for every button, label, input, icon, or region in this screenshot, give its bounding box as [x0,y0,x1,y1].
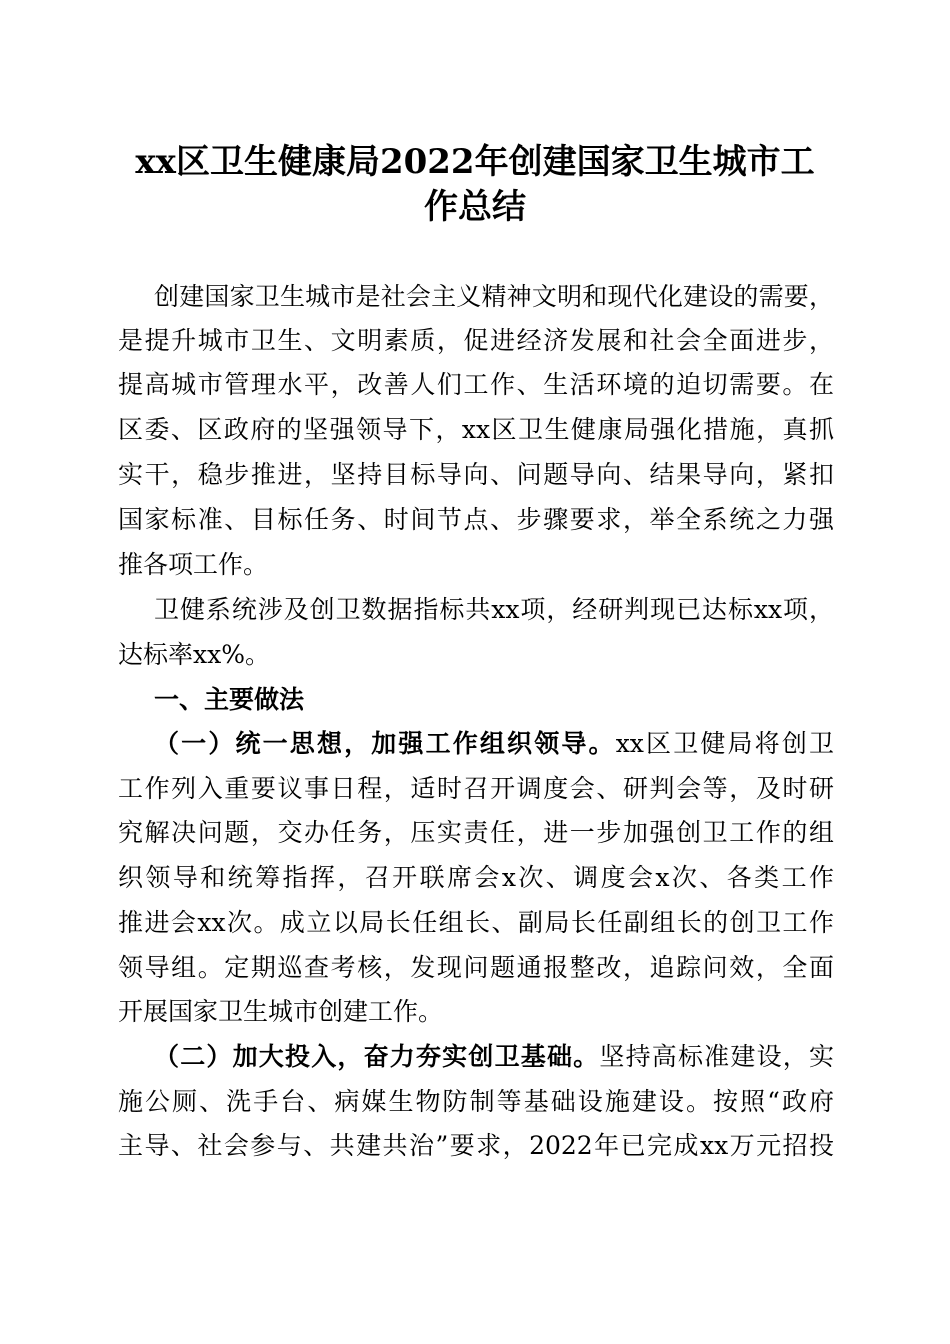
item2-first-line [154,1042,834,1072]
item1-line: 推进会xx次。成立以局长任组长、副局长任副组长的创卫工作 [118,908,834,937]
item1-line: 工作列入重要议事日程，适时召开调度会、研判会等，及时研 [118,774,834,803]
intro-line: 是提升城市卫生、文明素质，促进经济发展和社会全面进步， [118,326,834,355]
section-heading: 一、主要做法 [154,685,305,714]
item2-line: 主导、社会参与、共建共治”要求，2022年已完成xx万元招投 [118,1131,834,1160]
item2-first-rest: 坚持高标准建设，实 [599,1042,834,1071]
intro-line: 实干，稳步推进，坚持目标导向、问题导向、结果导向，紧扣 [118,460,834,489]
intro-line: 提高城市管理水平，改善人们工作、生活环境的迫切需要。在 [118,370,834,399]
intro-line: 区委、区政府的坚强领导下，xx区卫生健康局强化措施，真抓 [118,415,834,444]
item1-line: 领导组。定期巡查考核，发现问题通报整改，追踪问效，全面 [118,953,834,982]
item1-line: 织领导和统筹指挥，召开联席会x次、调度会x次、各类工作 [118,863,834,892]
item1-lead: （一）统一思想，加强工作组织领导。 [154,729,616,758]
stats-line: 达标率xx%。 [118,640,270,669]
intro-line: 国家标准、目标任务、时间节点、步骤要求，举全系统之力强 [118,505,834,534]
item1-first-line [154,729,834,759]
item1-first-rest: xx区卫健局将创卫 [615,729,834,758]
item1-line: 究解决问题，交办任务，压实责任，进一步加强创卫工作的组 [118,818,834,847]
document-title-line-2: 作总结 [424,187,526,227]
intro-line: 创建国家卫生城市是社会主义精神文明和现代化建设的需要， [154,282,834,311]
intro-line: 推各项工作。 [118,550,269,579]
stats-line: 卫健系统涉及创卫数据指标共xx项，经研判现已达标xx项， [154,595,834,624]
document-title-line-1: xx区卫生健康局2022年创建国家卫生城市工 [135,142,815,182]
item2-lead: （二）加大投入，奋力夯实创卫基础。 [154,1042,600,1071]
item1-line: 开展国家卫生城市创建工作。 [118,997,444,1026]
item2-line: 施公厕、洗手台、病媒生物防制等基础设施建设。按照“政府 [118,1087,834,1116]
